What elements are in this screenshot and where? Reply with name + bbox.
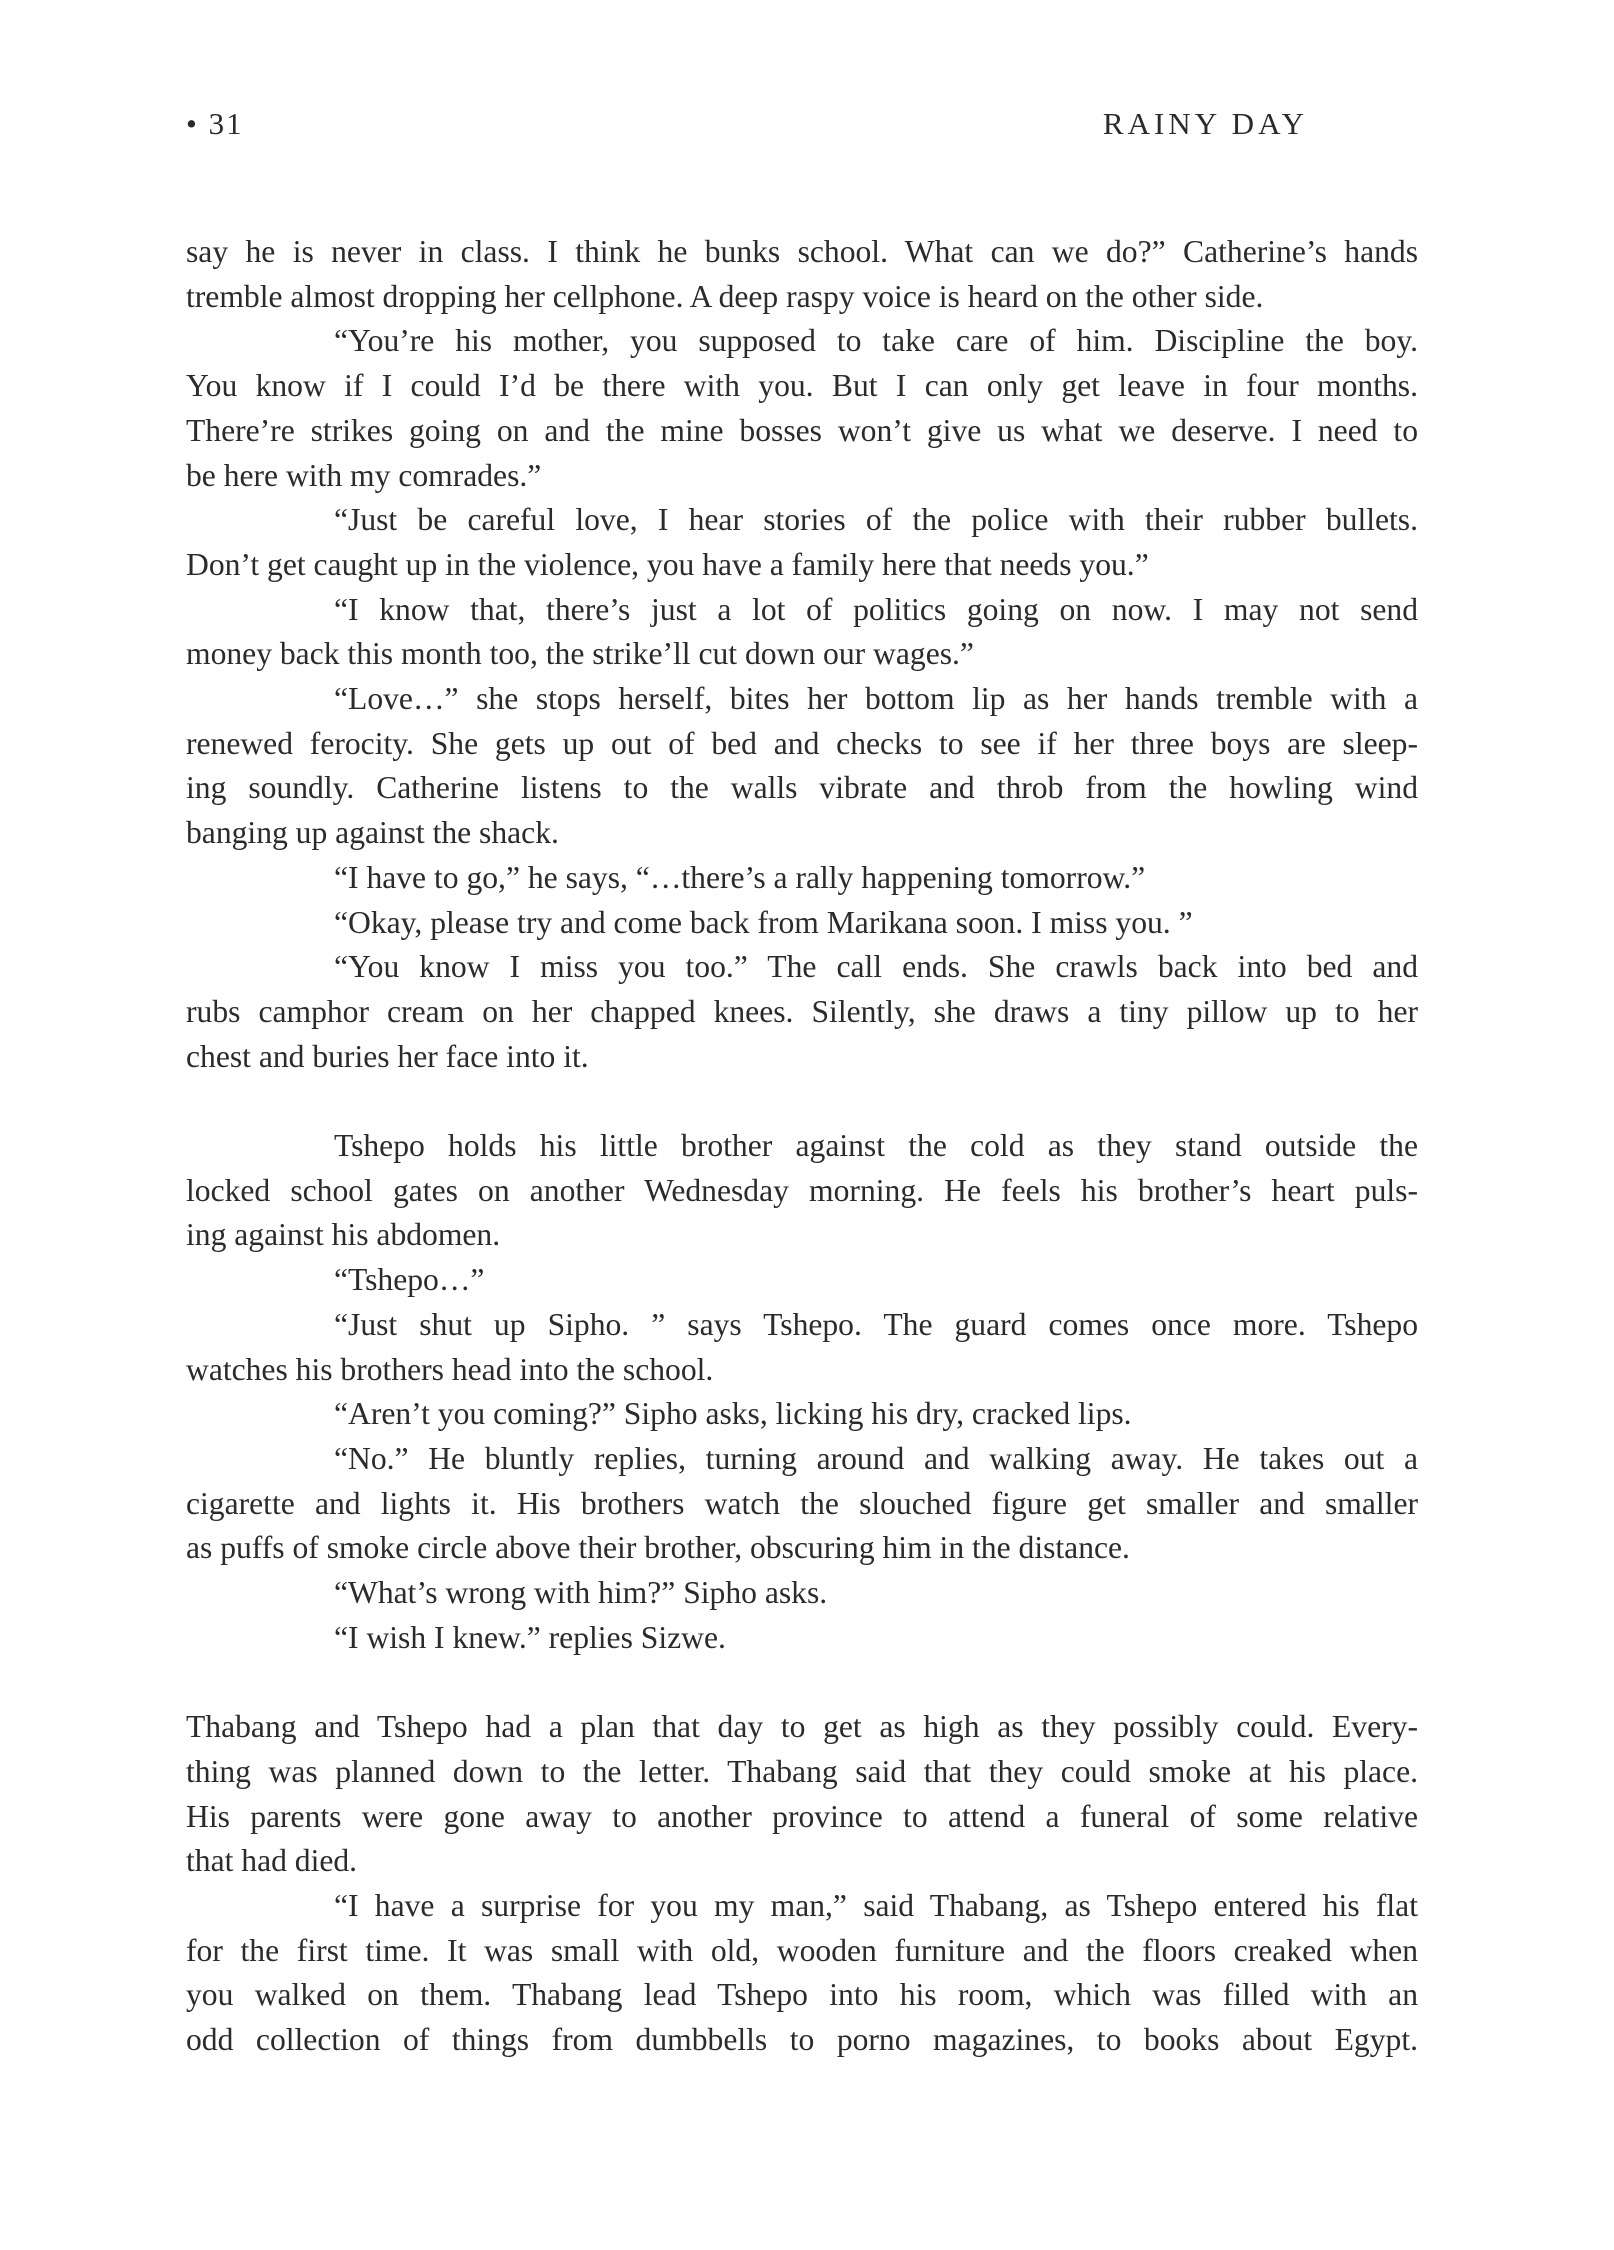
text-line: “Just be careful love, I hear stories of the police with their rubber bullets. <box>334 502 1418 538</box>
text-line: be here with my comrades.” <box>186 457 542 493</box>
text-line: banging up against the shack. <box>186 815 559 851</box>
text-line: Don’t get caught up in the violence, you have a family here that needs you.” <box>186 546 1149 582</box>
page-number: • 31 <box>186 106 244 141</box>
paragraph <box>186 1571 1418 1616</box>
paragraph <box>186 498 1418 587</box>
section-break <box>186 1660 1418 1705</box>
text-line: “I know that, there’s just a lot of politics going on now. I may not send <box>334 591 1418 627</box>
text-line: “Just shut up Sipho. ” says Tshepo. The guard comes once more. Tshepo <box>334 1306 1418 1342</box>
running-title: RAINY DAY <box>1102 106 1308 141</box>
paragraph <box>186 945 1418 1079</box>
text-line: “I wish I knew.” replies Sizwe. <box>334 1619 726 1655</box>
page-header <box>186 106 1308 142</box>
text-line: “You’re his mother, you supposed to take care of him. Discipline the boy. <box>334 323 1418 359</box>
paragraph <box>186 230 1418 319</box>
text-line: say he is never in class. I think he bunks school. What can we do?” Catherine’s hands <box>186 234 1418 269</box>
text-line: ing against his abdomen. <box>186 1217 501 1253</box>
text-line: odd collection of things from dumbbells to porno magazines, to books about Egypt. <box>186 2022 1418 2058</box>
text-line: thing was planned down to the letter. Thabang said that they could smoke at his place. <box>186 1753 1418 1789</box>
text-line: that had died. <box>186 1843 358 1879</box>
paragraph <box>186 319 1418 498</box>
text-line: Tshepo holds his little brother against the cold as they stand outside the <box>334 1128 1418 1164</box>
text-line: watches his brothers head into the school. <box>186 1351 714 1387</box>
paragraph <box>186 856 1418 901</box>
text-line: as puffs of smoke circle above their brother, obscuring him in the distance. <box>186 1530 1130 1566</box>
text-line: tremble almost dropping her cellphone. A deep raspy voice is heard on the other side. <box>186 278 1264 314</box>
paragraph <box>186 1124 1418 1258</box>
text-line: “Okay, please try and come back from Marikana soon. I miss you. ” <box>334 904 1193 940</box>
body-text <box>186 230 1418 2063</box>
text-line: His parents were gone away to another province to attend a funeral of some relative <box>186 1798 1418 1834</box>
text-line: “I have a surprise for you my man,” said Thabang, as Tshepo entered his flat <box>334 1887 1418 1923</box>
text-line: “You know I miss you too.” The call ends. She crawls back into bed and <box>334 949 1418 985</box>
text-line: you walked on them. Thabang lead Tshepo into his room, which was filled with an <box>186 1977 1418 2013</box>
paragraph <box>186 1616 1418 1661</box>
text-line: for the first time. It was small with old, wooden furniture and the floors creaked when <box>186 1932 1418 1968</box>
text-line: Thabang and Tshepo had a plan that day to get as high as they possibly could. Every- <box>186 1709 1418 1745</box>
text-line: There’re strikes going on and the mine bosses won’t give us what we deserve. I need to <box>186 412 1418 448</box>
text-line: “I have to go,” he says, “…there’s a rally happening tomorrow.” <box>334 859 1146 895</box>
text-line: “No.” He bluntly replies, turning around and walking away. He takes out a <box>334 1440 1418 1476</box>
paragraph <box>186 901 1418 946</box>
paragraph <box>186 1258 1418 1303</box>
paragraph <box>186 588 1418 677</box>
text-line: cigarette and lights it. His brothers watch the slouched figure get smaller and smaller <box>186 1485 1418 1521</box>
text-line: “What’s wrong with him?” Sipho asks. <box>334 1575 828 1611</box>
text-line: locked school gates on another Wednesday morning. He feels his brother’s heart puls- <box>186 1172 1418 1208</box>
text-line: renewed ferocity. She gets up out of bed and checks to see if her three boys are sleep- <box>186 725 1418 761</box>
text-line: money back this month too, the strike’ll cut down our wages.” <box>186 636 974 672</box>
text-line: rubs camphor cream on her chapped knees. Silently, she draws a tiny pillow up to her <box>186 993 1418 1029</box>
paragraph <box>186 1705 1418 1884</box>
text-line: “Love…” she stops herself, bites her bottom lip as her hands tremble with a <box>334 681 1418 717</box>
section-break <box>186 1079 1418 1124</box>
paragraph <box>186 1303 1418 1392</box>
text-line: ing soundly. Catherine listens to the walls vibrate and throb from the howling wind <box>186 770 1418 806</box>
text-line: chest and buries her face into it. <box>186 1038 589 1074</box>
paragraph <box>186 677 1418 856</box>
text-line: You know if I could I’d be there with you. But I can only get leave in four months. <box>186 368 1418 404</box>
paragraph <box>186 1437 1418 1571</box>
paragraph <box>186 1884 1418 2063</box>
text-line: “Aren’t you coming?” Sipho asks, licking his dry, cracked lips. <box>334 1396 1132 1432</box>
paragraph <box>186 1392 1418 1437</box>
text-line: “Tshepo…” <box>334 1262 485 1298</box>
